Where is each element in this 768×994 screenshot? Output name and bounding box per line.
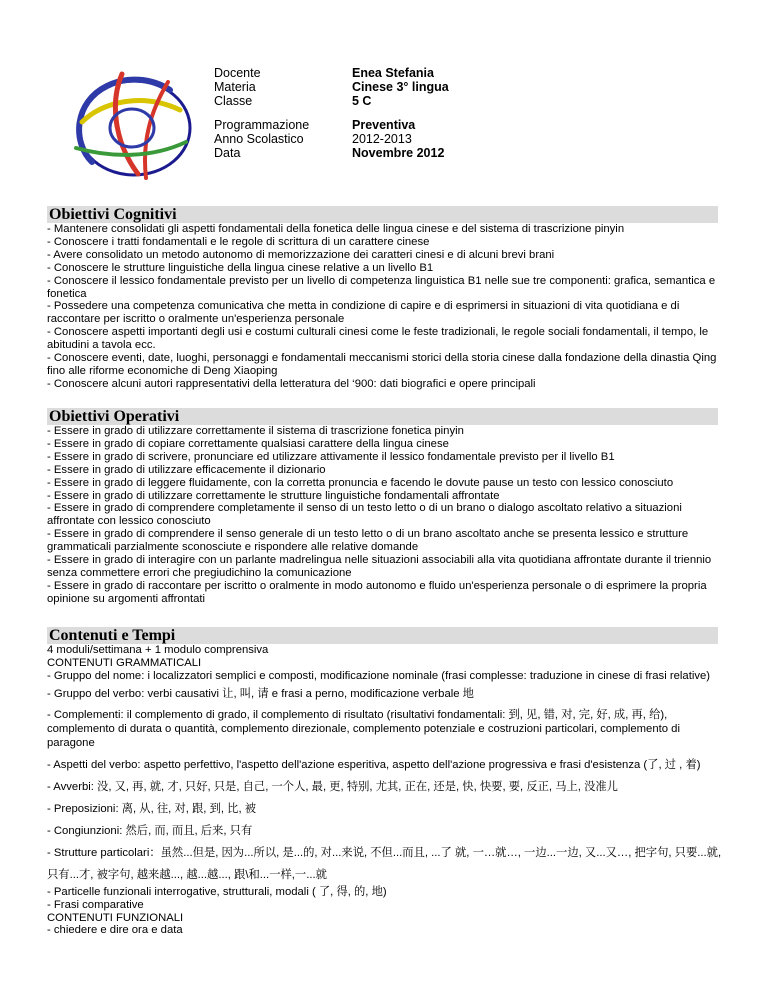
label-programmazione: Programmazione <box>214 118 310 132</box>
list-item-comparative: - Frasi comparative <box>47 898 144 911</box>
list-item: - Essere in grado di copiare correttamente qualsiasi carattere della lingua cinese <box>47 437 449 450</box>
list-item-congiunzioni: - Congiunzioni: 然后, 而, 而且, 后来, 只有 <box>47 824 253 837</box>
list-item: - Avere consolidato un metodo autonomo di memorizzazione dei caratteri cinesi e di alcuni brevi brani <box>47 248 555 261</box>
label-classe: Classe <box>214 94 253 108</box>
value-programmazione: Preventiva <box>352 118 416 132</box>
subheading-grammaticali: CONTENUTI GRAMMATICALI <box>47 656 202 669</box>
value-materia: Cinese 3° lingua <box>352 80 449 94</box>
list-item: - Conoscere alcuni autori rappresentativi della letteratura del ‘900: dati biografici e opere principali <box>47 377 536 390</box>
value-docente: Enea Stefania <box>352 66 434 80</box>
list-item: - Conoscere le strutture linguistiche della lingua cinese relative a un livello B1 <box>47 261 434 274</box>
section-title: Obiettivi Operativi <box>49 408 180 425</box>
list-item-chiedere: - chiedere e dire ora e data <box>47 924 183 937</box>
section-heading-contenuti <box>47 627 718 644</box>
cognitivi-list <box>47 223 722 391</box>
list-item: - Essere in grado di comprendere completamente il senso di un testo letto o di un brano o dialogo ascoltato relativo a situazioni affrontate con lessico conosciuto <box>47 502 682 528</box>
list-item: - Essere in grado di utilizzare efficacemente il dizionario <box>47 463 326 476</box>
label-materia: Materia <box>214 80 256 94</box>
header-values <box>352 66 449 160</box>
label-anno: Anno Scolastico <box>214 132 304 146</box>
list-item-strutture: - Strutture particolari：虽然...但是, 因为...所以, 是...的, 对...来说, 不但...而且, ...了 就, 一…就…, 一边...一边, 又...又…, 把字句, 只要...就, 只有...才, 被字句, 越来越..., 越...越..., 跟\和...一样,一...就 <box>47 846 722 881</box>
list-item: - Conoscere aspetti importanti degli usi e costumi culturali cinesi come le feste tradizionali, le regole sociali fondamentali, il tempo, le abitudini a tavola ecc. <box>47 326 709 352</box>
section-title: Obiettivi Cognitivi <box>49 206 177 223</box>
list-item-complementi: - Complementi: il complemento di grado, il complemento di risultato (risultativi fondamentali: 到, 见, 错, 对, 完, 好, 成, 再, 给), complemento di durata o quantità, complemento direzionale, complemento potenziale e costruzioni particolari, complemento di paragone <box>47 708 680 749</box>
list-item-nome: - Gruppo del nome: i localizzatori semplici e composti, modificazione nominale (frasi complesse: traduzione in cinese di frasi relative) <box>47 669 711 682</box>
list-item: - Essere in grado di utilizzare correttamente le strutture linguistiche fondamentali affrontate <box>47 489 500 502</box>
list-item-avverbi: - Avverbi: 没, 又, 再, 就, 才, 只好, 只是, 自己, 一个人, 最, 更, 特别, 尤其, 正在, 还是, 快, 快要, 要, 反正, 马上, 没准儿 <box>47 780 618 793</box>
list-item: - Mantenere consolidati gli aspetti fondamentali della fonetica delle lingua cinese e del sistema di trascrizione pinyin <box>47 223 625 235</box>
value-anno: 2012-2013 <box>352 132 412 146</box>
list-item-preposizioni: - Preposizioni: 离, 从, 往, 对, 跟, 到, 比, 被 <box>47 802 257 815</box>
list-item: - Conoscere eventi, date, luoghi, personaggi e fondamentali meccanismi storici della storia cinese dalla fondazione della dinastia Qing fino alle riforme economiche di Deng Xiaoping <box>47 352 717 377</box>
section-heading-operativi <box>47 408 718 425</box>
list-item: - Essere in grado di interagire con un parlante madrelingua nelle situazioni associabili alla vita quotidiana affrontate durante il triennio senza commettere errori che pregiudichino la comunicazione <box>47 554 712 579</box>
list-item: - Essere in grado di leggere fluidamente, con la corretta pronuncia e facendo le dovute pause un testo con lessico conosciuto <box>47 476 674 489</box>
list-item: - Conoscere il lessico fondamentale previsto per un livello di competenza linguistica B1 nelle sue tre componenti: grafica, semantica e fonetica <box>47 274 716 300</box>
list-item: - Possedere una competenza comunicativa che metta in condizione di capire e di esprimersi in situazioni di vita quotidiana e di raccontare per iscritto o oralmente un'esperienza personale <box>47 300 680 326</box>
value-classe: 5 C <box>352 94 372 108</box>
label-data: Data <box>214 146 241 160</box>
list-item-particelle: - Particelle funzionali interrogative, strutturali, modali ( 了, 得, 的, 地) <box>47 885 387 898</box>
operativi-list <box>47 425 722 606</box>
section-heading-cognitivi <box>47 206 718 223</box>
header-labels <box>214 66 309 160</box>
list-item-aspetti: - Aspetti del verbo: aspetto perfettivo, l'aspetto dell'azione esperitiva, aspetto dell'azione progressiva e frasi d'esistenza (了, 过 , 着) <box>47 758 701 771</box>
list-item: - Essere in grado di utilizzare correttamente il sistema di trascrizione fonetica pinyin <box>47 425 464 437</box>
list-item: - Conoscere i tratti fondamentali e le regole di scrittura di un carattere cinese <box>47 235 430 248</box>
subheading-funzionali: CONTENUTI FUNZIONALI <box>47 911 184 924</box>
list-item: - Essere in grado di raccontare per iscritto o oralmente in modo autonomo e fluido un'esperienza personale o di esprimere la propria opinione su argomenti affrontati <box>47 579 707 605</box>
modules-note: 4 moduli/settimana + 1 modulo comprensiva <box>47 644 269 656</box>
contenuti-body <box>47 644 722 937</box>
section-title: Contenuti e Tempi <box>49 627 176 644</box>
label-docente: Docente <box>214 66 261 80</box>
list-item: - Essere in grado di comprendere il senso generale di un testo letto o di un brano ascoltato anche se presenta lessico e strutture grammaticali parzialmente sconosciute e rispondere alle relative domande <box>47 528 689 554</box>
list-item: - Essere in grado di scrivere, pronunciare ed utilizzare attivamente il lessico fondamentale previsto per il livello B1 <box>47 450 615 463</box>
list-item-verbo: - Gruppo del verbo: verbi causativi 让, 叫, 请 e frasi a perno, modificazione verbale 地 <box>47 687 474 700</box>
value-data: Novembre 2012 <box>352 146 445 160</box>
school-logo <box>52 62 200 190</box>
